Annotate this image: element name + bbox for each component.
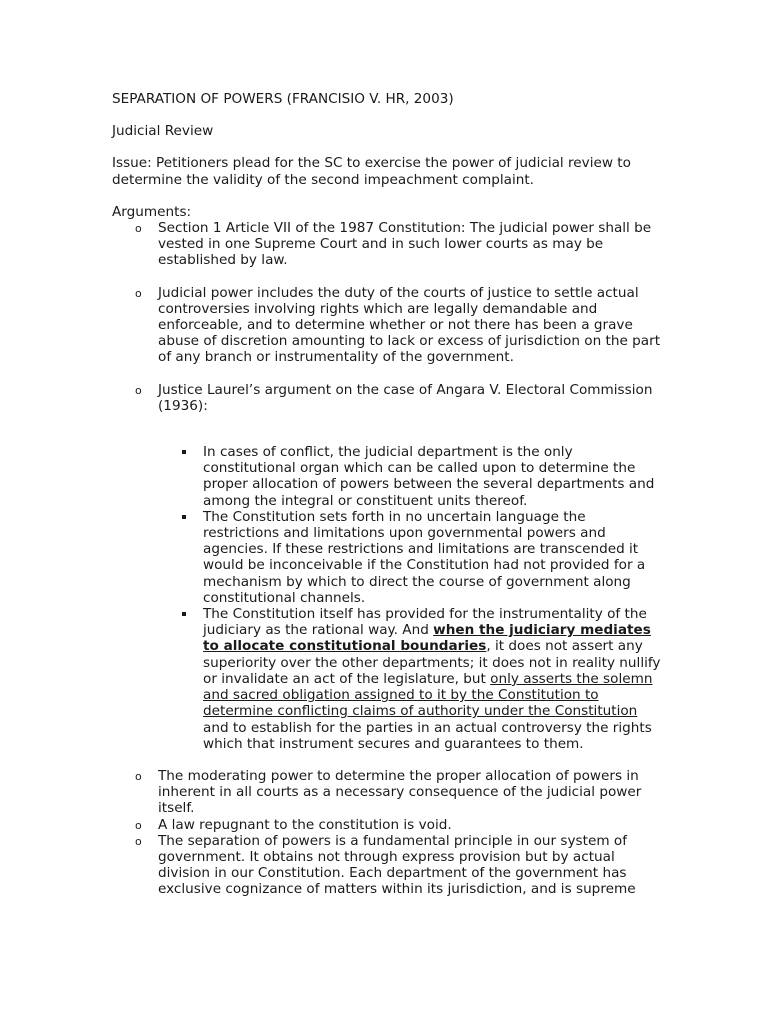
laurel-point-text-e: and to establish for the parties in an actual controversy the rights which that instrument secures and guarantees to them. xyxy=(203,719,652,752)
argument-text: Judicial power includes the duty of the courts of justice to settle actual controversies involving rights which are legally demandable and enforceable, and to determine whether or not there has been a grave abuse of discretion amounting to lack or excess of jurisdiction on the part of any branch or instrumentality of the government. xyxy=(158,284,661,366)
argument-item xyxy=(112,768,662,817)
emphasis-underline: only asserts the solemn and sacred obligation assigned to it by the Constitution to determine conflicting claims of authority under the Constitution xyxy=(203,670,653,720)
laurel-point-text-a: The Constitution itself has provided for the instrumentality of the judiciary as the rational way. And xyxy=(203,606,647,639)
laurel-point-text: In cases of conflict, the judicial department is the only constitutional organ which can be called upon to determine the proper allocation of powers between the several departments and among the integral or constituent units thereof. xyxy=(203,444,655,509)
laurel-point xyxy=(158,509,662,606)
spacer xyxy=(112,366,662,382)
laurel-point-text-c: , it does not assert any superiority over the other departments; it does not in reality nullify or invalidate an act of the legislature, but xyxy=(203,638,661,687)
circle-bullet-icon: o xyxy=(135,834,142,848)
argument-text: Section 1 Article VII of the 1987 Constitution: The judicial power shall be vested in one Supreme Court and in such lower courts as may be established by law. xyxy=(158,220,652,269)
argument-text: Justice Laurel’s argument on the case of Angara V. Electoral Commission (1936): xyxy=(158,381,653,414)
section-heading: Judicial Review xyxy=(112,123,214,140)
document-page xyxy=(112,91,662,898)
emphasis-bold-underline: when the judiciary mediates to allocate constitutional boundaries xyxy=(203,622,651,655)
argument-text: The separation of powers is a fundamental principle in our system of government. It obtains not through express provision but by actual division in our Constitution. Each department of the government has exclusive cognizance of matters within its jurisdiction, and is supreme xyxy=(158,832,636,898)
circle-bullet-icon: o xyxy=(135,222,142,236)
laurel-point-text: The Constitution sets forth in no uncertain language the restrictions and limitations upon governmental powers and agencies. If these restrictions and limitations are transcended it would be inconceivable if the Constitution had not provided for a mechanism by which to direct the course of government along constitutional channels. xyxy=(203,508,646,606)
arguments-heading: Arguments: xyxy=(112,203,192,220)
laurel-point xyxy=(158,606,662,752)
issue-paragraph: Issue: Petitioners plead for the SC to exercise the power of judicial review to determine the validity of the second impeachment complaint. xyxy=(112,155,631,188)
argument-item xyxy=(112,817,662,833)
square-bullet-icon xyxy=(182,515,186,519)
spacer xyxy=(112,269,662,285)
laurel-point xyxy=(158,444,662,509)
spacer xyxy=(158,414,662,444)
argument-text: The moderating power to determine the proper allocation of powers in inherent in all courts as a necessary consequence of the judicial power itself. xyxy=(158,767,642,817)
spacer xyxy=(112,752,662,768)
argument-item xyxy=(112,285,662,366)
circle-bullet-icon: o xyxy=(135,769,142,783)
document-title: SEPARATION OF POWERS (FRANCISIO V. HR, 2003) xyxy=(112,91,454,107)
argument-item xyxy=(112,833,662,898)
argument-item xyxy=(112,382,662,752)
arguments-list xyxy=(112,220,662,898)
circle-bullet-icon: o xyxy=(135,818,142,832)
square-bullet-icon xyxy=(182,450,186,454)
argument-text: A law repugnant to the constitution is void. xyxy=(158,816,452,833)
circle-bullet-icon: o xyxy=(135,286,142,300)
laurel-points-list xyxy=(158,444,662,752)
argument-item xyxy=(112,220,662,269)
circle-bullet-icon: o xyxy=(135,383,142,397)
square-bullet-icon xyxy=(182,612,186,616)
